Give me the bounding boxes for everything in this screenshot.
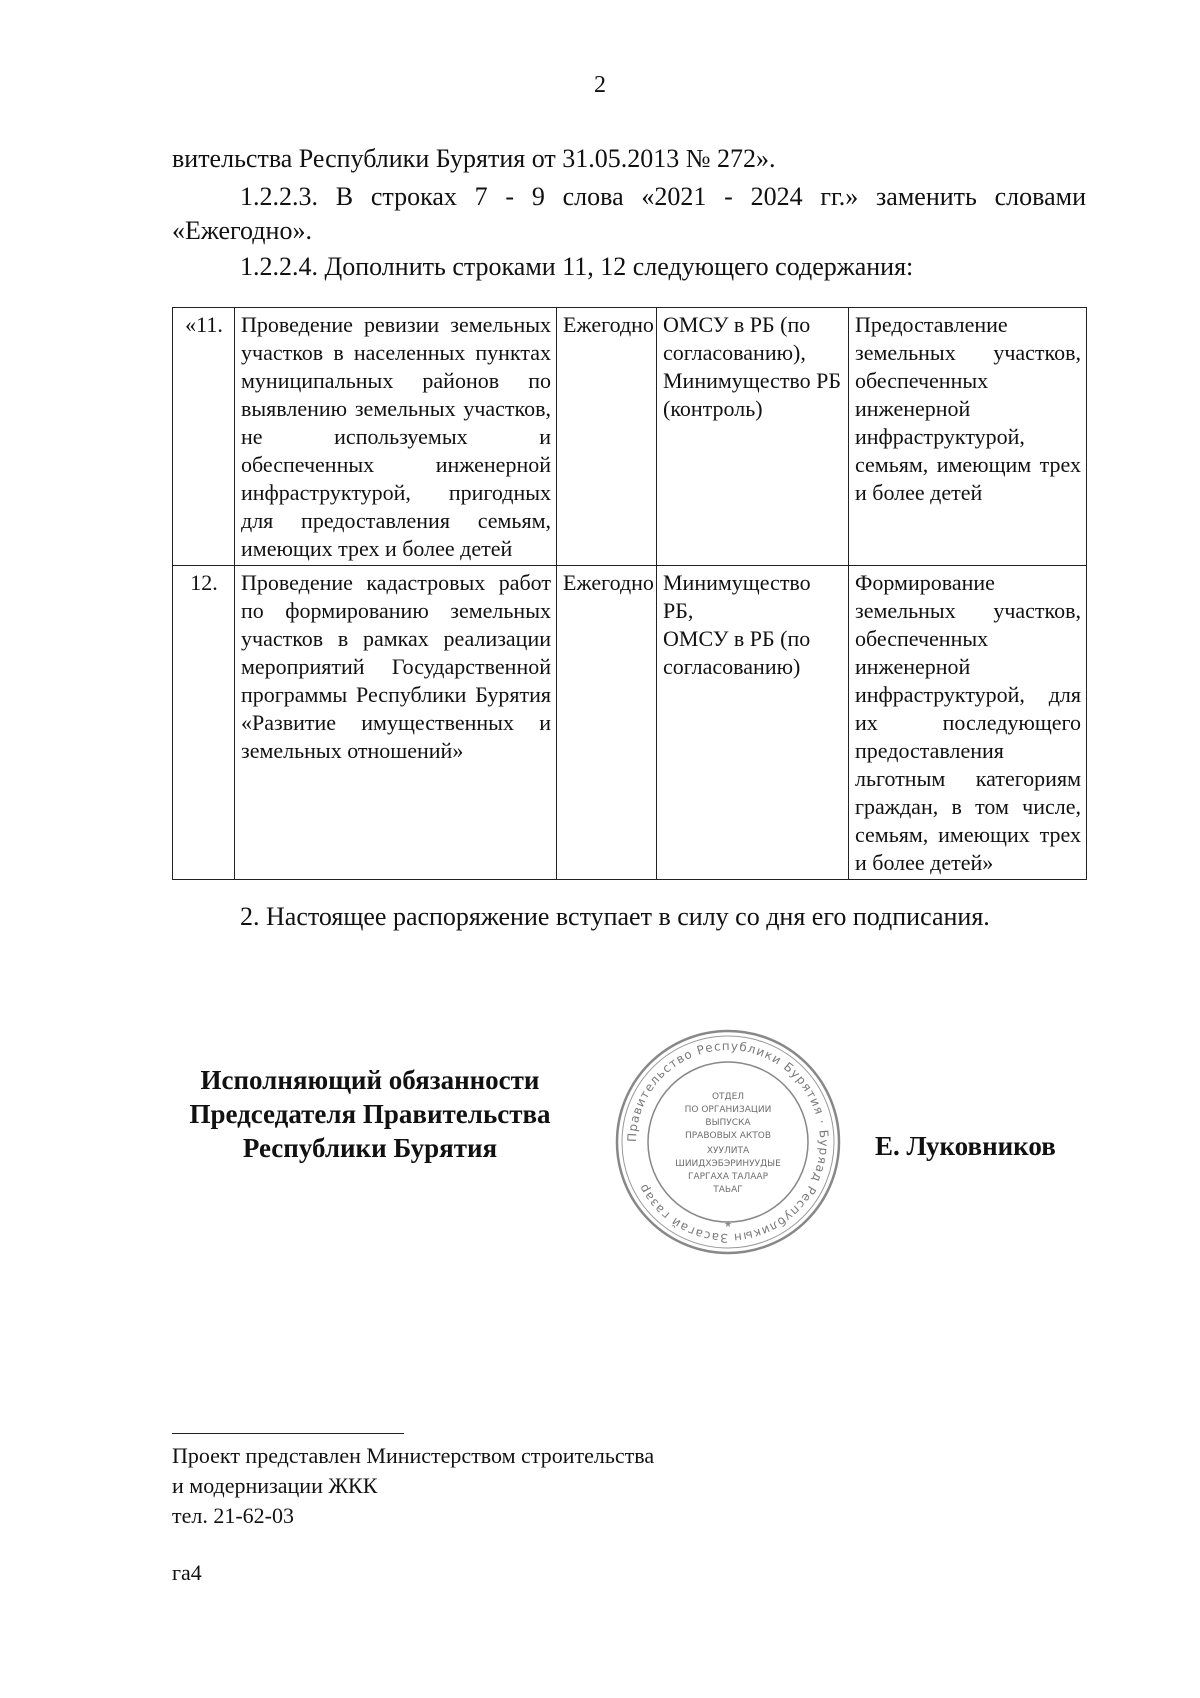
signatory-name: Е. Луковников [875,1131,1056,1161]
row-executor [657,308,849,566]
signatory-title-line: Республики Бурятия [242,1133,498,1163]
row-executor [657,566,849,880]
paragraph-continuation: вительства Республики Бурятия от 31.05.2013 № 272». [172,144,776,173]
svg-text:ОТДЕЛ: ОТДЕЛ [711,1092,745,1102]
seal-ring [622,1036,834,1248]
row-result: Предоставление земельных участков, обеспеченных инженерной инфраструктурой, семьям, имеющим трех и более детей [849,308,1087,566]
row-executor-line: ОМСУ в РБ (по согласованию) [663,626,811,679]
seal-inner-text [675,1092,781,1195]
table-row [173,308,1087,566]
official-seal [613,1027,843,1257]
svg-text:ШИИДХЭБЭРИНУУДЫЕ: ШИИДХЭБЭРИНУУДЫЕ [675,1159,781,1169]
footnote-line: тел. 21-62-03 [172,1503,295,1528]
footnote [172,1441,654,1531]
paragraph-1-2-2-4: 1.2.2.4. Дополнить строками 11, 12 следующего содержания: [240,252,914,281]
paragraph-2: 2. Настоящее распоряжение вступает в силу со дня его подписания. [240,902,990,931]
seal-inner-ring [648,1062,808,1222]
signatory-title-line: Председателя Правительства [189,1099,551,1129]
footnote-divider [172,1433,404,1434]
row-result: Формирование земельных участков, обеспеченных инженерной инфраструктурой, для их последующего предоставления льготным категориям граждан, в том числе, семьям, имеющих трех и более детей» [849,566,1087,880]
svg-text:ХУУЛИТА: ХУУЛИТА [706,1146,750,1156]
table-row [173,566,1087,880]
paragraph-1-2-2-3-line2: «Ежегодно». [172,216,312,245]
seal-star: ★ [723,1220,733,1230]
svg-text:ПО ОРГАНИЗАЦИИ: ПО ОРГАНИЗАЦИИ [684,1105,772,1115]
row-activity: Проведение кадастровых работ по формированию земельных участков в рамках реализации мероприятий Государственной программы Республики Бурятия «Развитие имущественных и земельных отношений» [235,566,557,880]
row-executor-line: Минимущество РБ, [663,570,811,623]
footnote-line: Проект представлен Министерством строительства [172,1443,655,1468]
document-code: га4 [172,1560,202,1585]
paragraph-1-2-2-3-line1: 1.2.2.3. В строках 7 - 9 слова «2021 - 2024 гг.» заменить словами [240,182,1086,211]
row-executor-line: ОМСУ в РБ (по согласованию), [663,312,811,365]
row-executor-line: Минимущество РБ (контроль) [663,368,842,421]
row-activity: Проведение ревизии земельных участков в населенных пунктах муниципальных районов по выявлению земельных участков, не используемых и обеспеченных инженерной инфраструктурой, пригодных для предоставления семьям, имеющих трех и более детей [235,308,557,566]
svg-text:ВЫПУСКА: ВЫПУСКА [705,1118,751,1128]
page-number: 2 [594,72,606,98]
row-term: Ежегодно [557,566,657,880]
svg-text:ГАРГАХА ТАЛААР: ГАРГАХА ТАЛААР [687,1172,769,1182]
row-term: Ежегодно [557,308,657,566]
footnote-line: и модернизации ЖКК [172,1473,378,1498]
row-number: «11. [173,308,235,566]
signatory-title [160,1063,580,1165]
signatory-title-line: Исполняющий обязанности [200,1065,540,1095]
svg-text:ТАЬАГ: ТАЬАГ [713,1185,743,1195]
svg-text:ПРАВОВЫХ АКТОВ: ПРАВОВЫХ АКТОВ [684,1131,772,1141]
amendment-table [172,307,1087,880]
seal-outer-text: Правительство Республики Бурятия · Буряад Республикын Засагай газар [624,1038,832,1246]
row-number: 12. [173,566,235,880]
